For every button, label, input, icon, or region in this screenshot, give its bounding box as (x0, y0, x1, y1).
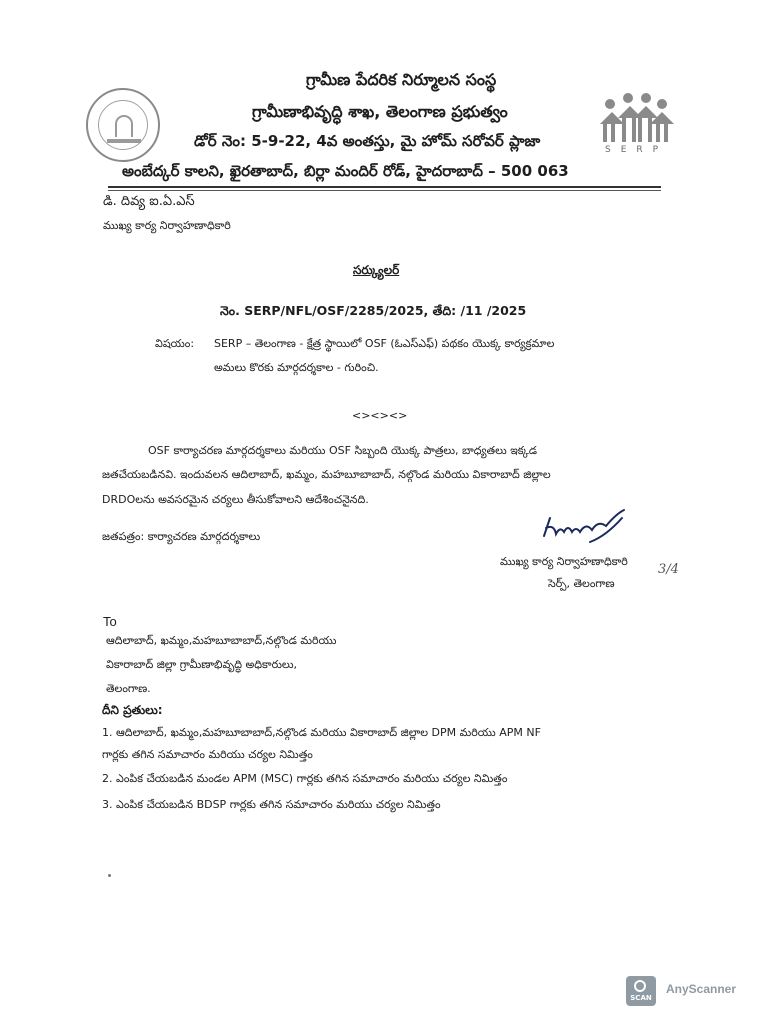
reference-number: నెం. SERP/NFL/OSF/2285/2025, తేది: /11 /2025 (220, 303, 527, 318)
scan-icon-ring (634, 980, 646, 992)
subject-line-2: అమలు కొరకు మార్గదర్శకాల - గురించి. (214, 361, 379, 374)
copy-item-3: 3. ఎంపిక చేయబడిన BDSP గార్లకు తగిన సమాచారం మరియు చర్యల నిమిత్తం (102, 798, 441, 811)
signatory-designation: ముఖ్య కార్య నిర్వాహణాధికారి (500, 555, 628, 568)
addressee-line-1: ఆదిలాబాద్, ఖమ్మం,మహబూబాబాద్,నల్గొండ మరియు (106, 634, 337, 647)
to-label: To (103, 614, 117, 629)
scan-icon-label: SCAN (630, 994, 652, 1002)
signatory-organization: సెర్ప్, తెలంగాణ (548, 577, 615, 590)
subject-label: విషయం: (155, 337, 195, 350)
serp-logo-text: SERP (605, 145, 669, 155)
sender-designation: ముఖ్య కార్య నిర్వాహణాధికారి (103, 219, 231, 232)
body-line-2: జతచేయబడినవి. ఇందువలన ఆదిలాబాద్, ఖమ్మం, మహబూబాబాద్, నల్గొండ మరియు వికారాబాద్ జిల్లాల (102, 468, 551, 481)
seal-arch-shape (115, 115, 133, 137)
signature-icon (540, 506, 630, 552)
section-separator: <><><> (352, 409, 408, 422)
scanner-watermark-text: AnyScanner (666, 982, 737, 996)
letterhead-line-1: గ్రామీణ పేదరిక నిర్మూలన సంస్థ (306, 70, 497, 89)
government-seal-icon (86, 88, 160, 162)
subject-line-1: SERP – తెలంగాణ - క్షేత్ర స్థాయిలో OSF (ఓఎస్ఎఫ్) పథకం యొక్క కార్యక్రమాల (214, 337, 555, 350)
seal-inner-ring (98, 100, 148, 150)
speck-mark (108, 874, 111, 877)
enclosure-note: జతపత్రం: కార్యాచరణ మార్గదర్శకాలు (102, 530, 261, 543)
body-line-1: OSF కార్యాచరణ మార్గదర్శకాలు మరియు OSF సిబ్బంది యొక్క పాత్రలు, బాధ్యతలు ఇక్కడ (148, 444, 537, 457)
addressee-line-2: వికారాబాద్ జిల్లా గ్రామీణాభివృద్ధి అధికారులు, (106, 658, 298, 671)
copy-item-1: 1. ఆదిలాబాద్, ఖమ్మం,మహబూబాబాద్,నల్గొండ మరియు వికారాబాద్ జిల్లాల DPM మరియు APM NF (102, 726, 541, 739)
addressee-line-3: తెలంగాణ. (106, 682, 151, 695)
copies-heading: దీని ప్రతులు: (102, 703, 163, 717)
seal-base-shape (107, 139, 141, 143)
scan-icon (626, 976, 656, 1006)
document-title: సర్క్యులర్ (353, 263, 400, 277)
body-line-3: DRDOలను అవసరమైన చర్యలు తీసుకోవాలని ఆదేశించనైనది. (102, 493, 369, 506)
letterhead-divider-thin (108, 190, 661, 191)
letterhead-divider (108, 186, 661, 188)
copy-item-1-continued: గార్లకు తగిన సమాచారం మరియు చర్యల నిమిత్తం (102, 748, 313, 761)
letterhead-address-line-1: డోర్ నెం: 5-9-22, 4వ అంతస్తు, మై హోమ్ సరోవర్ ప్లాజా (194, 132, 541, 150)
margin-note: 3/4 (658, 562, 679, 577)
letterhead-line-2: గ్రామీణాభివృద్ధి శాఖ, తెలంగాణ ప్రభుత్వం (252, 102, 508, 121)
sender-name: డి. దివ్య ఐ.ఏ.ఎస్ (103, 194, 195, 209)
copy-item-2: 2. ఎంపిక చేయబడిన మండల APM (MSC) గార్లకు తగిన సమాచారం మరియు చర్యల నిమిత్తం (102, 772, 508, 785)
letterhead-address-line-2: అంబేద్కర్ కాలని, ఖైరతాబాద్, బిర్లా మందిర్ రోడ్, హైదరాబాద్ – 500 063 (122, 162, 569, 180)
